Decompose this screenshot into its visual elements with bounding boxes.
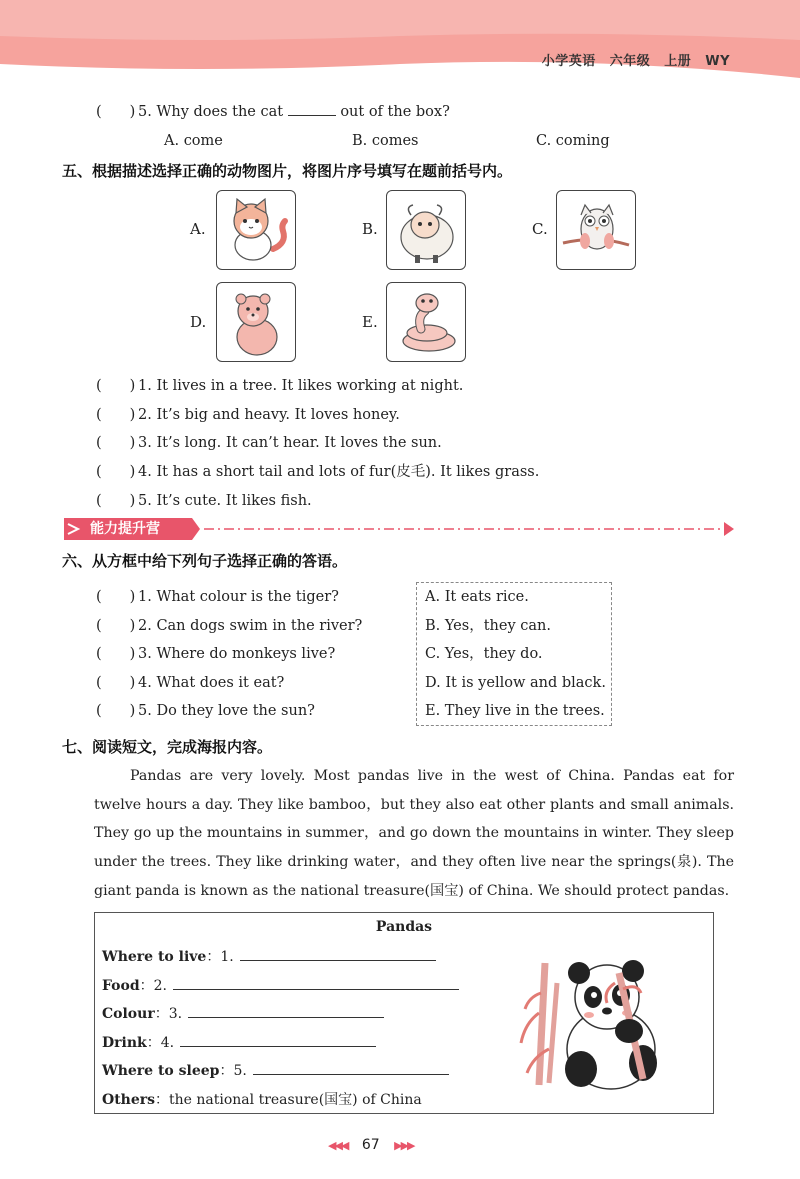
answer-option: A. It eats rice. xyxy=(425,589,529,605)
poster-field-live: Where to live：1. xyxy=(102,943,436,972)
poster-field-food: Food：2. xyxy=(102,972,459,1001)
section-banner xyxy=(60,516,740,542)
question-text: 4. It has a short tail and lots of fur(皮毛). It likes grass. xyxy=(138,464,540,481)
fill-blank[interactable] xyxy=(240,944,436,961)
answer-paren[interactable]: ( ) xyxy=(96,646,136,662)
picture-a xyxy=(216,190,296,270)
answer-paren[interactable]: ( ) xyxy=(96,104,136,120)
poster-field-others: Others：the national treasure(国宝) of China xyxy=(102,1092,422,1108)
answer-option: C. Yes，they do. xyxy=(425,646,543,662)
arrows-right-icon: ▶▶▶ xyxy=(394,1139,414,1152)
question-text: 3. It’s long. It can’t hear. It loves the sun. xyxy=(138,435,442,452)
banner-label: 能力提升营 xyxy=(90,521,160,537)
poster-field-drink: Drink：4. xyxy=(102,1029,376,1058)
book-info xyxy=(528,50,730,69)
picture-c xyxy=(556,190,636,270)
answer-box xyxy=(416,582,612,726)
question-row xyxy=(96,401,539,430)
answer-paren[interactable]: ( ) xyxy=(96,435,136,452)
question-row xyxy=(96,458,539,487)
question-text: 1. What colour is the tiger? xyxy=(138,589,339,605)
option-b: B. comes xyxy=(352,133,419,149)
section7-title: 七、阅读短文，完成海报内容。 xyxy=(62,738,273,756)
question-text-after: out of the box? xyxy=(340,104,450,120)
subject-label: 小学英语 xyxy=(541,54,596,69)
answer-option: E. They live in the trees. xyxy=(425,703,605,719)
answer-paren[interactable]: ( ) xyxy=(96,703,136,719)
question-text: 1. It lives in a tree. It likes working at night. xyxy=(138,378,464,394)
fill-blank[interactable] xyxy=(180,1030,376,1047)
poster-field-sleep: Where to sleep：5. xyxy=(102,1057,449,1086)
answer-option: B. Yes，they can. xyxy=(425,617,551,634)
owl-icon xyxy=(557,191,635,269)
option-a: A. come xyxy=(164,133,223,149)
fill-blank[interactable] xyxy=(288,101,336,116)
poster-field-colour: Colour：3. xyxy=(102,1000,384,1029)
question-row xyxy=(96,640,362,669)
grade-label: 六年级 xyxy=(609,54,651,69)
question-text: 5. Do they love the sun? xyxy=(138,703,315,719)
picture-b xyxy=(386,190,466,270)
header-band xyxy=(0,0,800,90)
picture-d xyxy=(216,282,296,362)
poster-title: Pandas xyxy=(375,919,433,935)
question-text: 2. It’s big and heavy. It loves honey. xyxy=(138,406,400,423)
answer-paren[interactable]: ( ) xyxy=(96,378,136,394)
question-row xyxy=(96,429,539,458)
snake-icon xyxy=(387,283,465,361)
edition-label: WY xyxy=(705,54,730,69)
section6-questions xyxy=(96,583,362,726)
answer-paren[interactable]: ( ) xyxy=(96,492,136,509)
panda-poster xyxy=(94,912,714,1114)
answer-paren[interactable]: ( ) xyxy=(96,674,136,691)
bear-icon xyxy=(217,283,295,361)
section5-questions xyxy=(96,372,539,515)
question-row xyxy=(96,612,362,641)
question-text: 2. Can dogs swim in the river? xyxy=(138,617,363,634)
answer-option: D. It is yellow and black. xyxy=(425,674,606,691)
question-text-before: Why does the cat xyxy=(156,104,284,120)
picture-label-d: D. xyxy=(190,313,207,331)
answer-paren[interactable]: ( ) xyxy=(96,406,136,423)
fill-blank[interactable] xyxy=(173,973,459,990)
sheep-icon xyxy=(387,191,465,269)
picture-e xyxy=(386,282,466,362)
page-number: 67 xyxy=(361,1137,380,1153)
picture-label-e: E. xyxy=(362,313,378,331)
section5-title: 五、根据描述选择正确的动物图片，将图片序号填写在题前括号内。 xyxy=(62,162,513,180)
passage-text: Pandas are very lovely. Most pandas live in the west of China. Pandas eat for twelve hours a day. They like bamboo，but they also eat other plants and small animals. They go up the mountains in summer，and go down the mountains in winter. They sleep under the trees. They like drinking water，and they often live near the springs(泉). The giant panda is known as the national treasure(国宝) of China. We should protect pandas. xyxy=(94,768,734,899)
answer-paren[interactable]: ( ) xyxy=(96,464,136,481)
picture-label-a: A. xyxy=(190,220,206,238)
question-row xyxy=(96,487,539,516)
volume-label: 上册 xyxy=(664,54,692,69)
question-number: 5. xyxy=(138,104,152,120)
picture-label-b: B. xyxy=(362,220,378,238)
picture-label-c: C. xyxy=(532,220,548,238)
reading-passage xyxy=(94,762,734,906)
answer-paren[interactable]: ( ) xyxy=(96,617,136,634)
fill-blank[interactable] xyxy=(188,1001,384,1018)
question-text: 4. What does it eat? xyxy=(138,674,285,691)
question-prev-5 xyxy=(96,101,450,123)
question-row xyxy=(96,697,362,726)
question-row xyxy=(96,372,539,401)
arrows-left-icon: ◀◀◀ xyxy=(328,1139,348,1152)
question-row xyxy=(96,669,362,698)
fill-blank[interactable] xyxy=(253,1058,449,1075)
answer-paren[interactable]: ( ) xyxy=(96,589,136,605)
section6-title: 六、从方框中给下列句子选择正确的答语。 xyxy=(62,552,348,570)
question-text: 5. It’s cute. It likes fish. xyxy=(138,492,312,509)
question-text: 3. Where do monkeys live? xyxy=(138,646,336,662)
option-c: C. coming xyxy=(536,133,610,149)
page-footer xyxy=(328,1137,472,1157)
question-row xyxy=(96,583,362,612)
panda-illustration xyxy=(519,953,669,1093)
cat-icon xyxy=(217,191,295,269)
